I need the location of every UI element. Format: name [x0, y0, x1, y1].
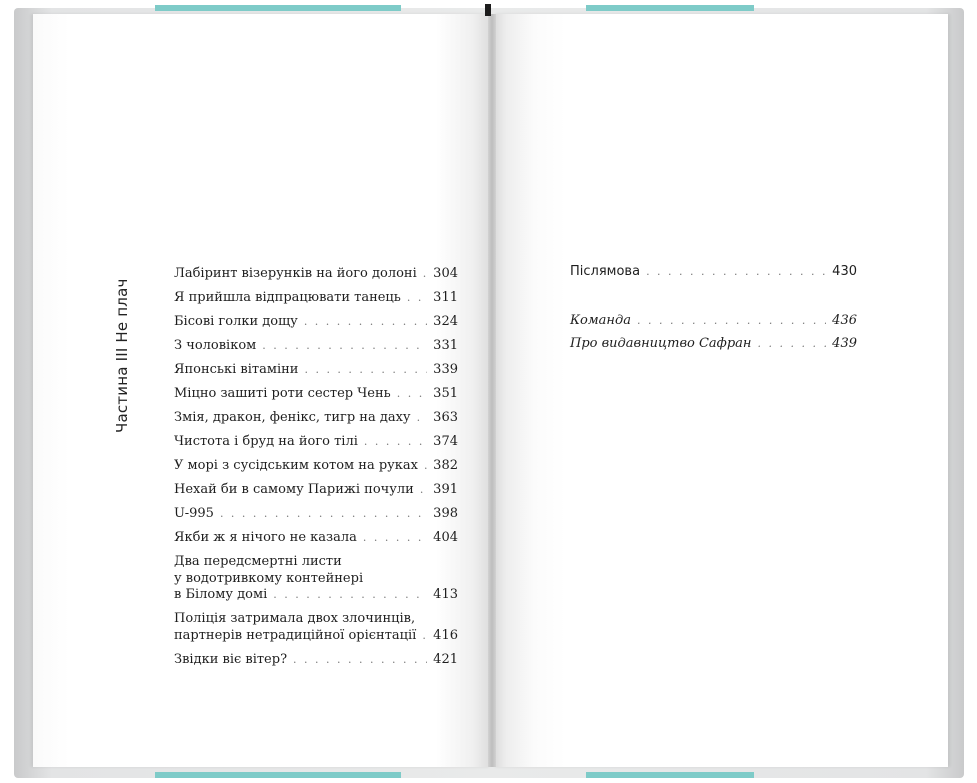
- toc-entry-row: [174, 314, 458, 331]
- toc-entry-row: [570, 336, 857, 353]
- dot-leader: [637, 313, 826, 330]
- toc-entry-title-line: у водотривкому контейнері: [174, 570, 364, 586]
- toc-page-number: 391: [433, 482, 458, 497]
- dot-leader: [220, 506, 427, 523]
- dot-leader: [262, 338, 427, 355]
- toc-entry: [174, 652, 458, 669]
- toc-entry-title-line: Два передсмертні листи: [174, 554, 342, 569]
- toc-entry-row: [174, 266, 458, 283]
- toc-entry-title: Команда: [570, 312, 631, 328]
- toc-page-number: 398: [433, 506, 458, 521]
- toc-page-number: 374: [433, 434, 458, 449]
- toc-page-number: 436: [832, 312, 857, 328]
- toc-entry-row: [174, 410, 458, 427]
- toc-page-number: 351: [433, 386, 458, 401]
- toc-page-number: 413: [433, 587, 458, 602]
- toc-entry-row: [174, 458, 458, 475]
- toc-entry-title: Японські вітаміни: [174, 362, 299, 377]
- toc-left-list: [174, 266, 458, 676]
- dot-leader: [364, 434, 427, 451]
- toc-entry: [174, 611, 458, 644]
- toc-entry-row: [174, 530, 458, 547]
- toc-entry-row: [174, 482, 458, 499]
- dot-leader: [363, 530, 427, 547]
- dot-leader: [273, 587, 427, 604]
- toc-entry: [174, 506, 458, 523]
- toc-entry-row: [174, 362, 458, 379]
- toc-entry-title: У морі з сусідським котом на руках: [174, 458, 419, 473]
- toc-entry-title: U-995: [174, 506, 214, 521]
- toc-entry-row: [174, 434, 458, 451]
- toc-entry-title: Якби ж я нічого не казала: [174, 530, 357, 545]
- toc-entry: [174, 266, 458, 283]
- toc-entry-title: Післямова: [570, 264, 641, 279]
- toc-entry-row: [174, 652, 458, 669]
- toc-entry: [174, 530, 458, 547]
- toc-right-list: [570, 264, 857, 360]
- toc-entry: [174, 314, 458, 331]
- bookmark-ribbon: [485, 4, 491, 16]
- toc-entry-row: [174, 587, 458, 604]
- toc-page-number: 416: [433, 627, 458, 643]
- toc-entry: [174, 482, 458, 499]
- toc-entry-row: [174, 506, 458, 523]
- dot-leader: [293, 652, 427, 669]
- toc-entry-row: [174, 290, 458, 307]
- dot-leader: [397, 386, 427, 403]
- toc-entry-title: Нехай би в самому Парижі почули: [174, 482, 414, 497]
- toc-entry-title: Лабіринт візерунків на його долоні: [174, 266, 417, 281]
- toc-entry-title: Про видавництво Сафран: [570, 336, 752, 351]
- toc-entry-row: [174, 338, 458, 355]
- dot-leader: [417, 410, 428, 427]
- toc-entry: [174, 458, 458, 475]
- toc-page-number: 439: [832, 336, 857, 351]
- toc-entry-row: [570, 264, 857, 281]
- toc-page-number: 421: [433, 651, 458, 667]
- book-spine-gutter: [488, 14, 496, 767]
- toc-entry-title: партнерів нетрадиційної орієнтації: [174, 627, 417, 643]
- toc-entry-title: Бісові голки дощу: [174, 314, 298, 329]
- toc-entry-row: [174, 628, 458, 645]
- toc-entry: [174, 362, 458, 379]
- dot-leader: [646, 264, 826, 281]
- toc-entry: [570, 336, 857, 353]
- dot-leader: [304, 362, 427, 379]
- toc-entry: [174, 410, 458, 427]
- toc-page-number: 363: [433, 410, 458, 425]
- toc-entry-row: [570, 313, 857, 330]
- dot-leader: [424, 458, 427, 475]
- toc-entry-title: Я прийшла відпрацювати танець: [174, 290, 401, 305]
- toc-entry: [570, 313, 857, 330]
- toc-entry-title: Міцно зашиті роти сестер Чень: [174, 386, 391, 401]
- toc-entry: [174, 386, 458, 403]
- toc-entry-title: в Білому домі: [174, 587, 268, 602]
- toc-entry-title-line: Поліція затримала двох злочинців,: [174, 611, 416, 626]
- toc-entry-row: [174, 386, 458, 403]
- cover-accent-bottom-left: [155, 772, 401, 778]
- cover-accent-bottom-right: [586, 772, 754, 778]
- dot-leader: [757, 336, 826, 353]
- toc-page-number: 331: [433, 338, 458, 353]
- toc-entry: [570, 264, 857, 281]
- toc-page-number: 324: [433, 314, 458, 329]
- toc-page-number: 311: [433, 290, 458, 305]
- toc-entry: [174, 434, 458, 451]
- dot-leader: [407, 290, 427, 307]
- toc-entry: [174, 554, 458, 604]
- toc-entry-title: З чоловіком: [174, 338, 257, 353]
- cover-accent-top-right: [586, 5, 754, 11]
- toc-entry-title: Звідки віє вітер?: [174, 651, 288, 667]
- toc-page-number: 339: [433, 362, 458, 377]
- cover-accent-top-left: [155, 5, 401, 11]
- part-title: Частина III Не плач: [113, 278, 131, 433]
- right-page: [493, 14, 948, 767]
- toc-entry-title: Змія, дракон, фенікс, тигр на даху: [174, 410, 411, 425]
- dot-leader: [422, 628, 427, 645]
- dot-leader: [304, 314, 427, 331]
- toc-page-number: 404: [433, 530, 458, 545]
- toc-page-number: 304: [433, 266, 458, 281]
- toc-page-number: 430: [832, 264, 857, 279]
- toc-page-number: 382: [433, 458, 458, 473]
- toc-entry: [174, 290, 458, 307]
- toc-entry-title: Чистота і бруд на його тілі: [174, 434, 358, 449]
- dot-leader: [420, 482, 427, 499]
- toc-entry: [174, 338, 458, 355]
- dot-leader: [423, 266, 427, 283]
